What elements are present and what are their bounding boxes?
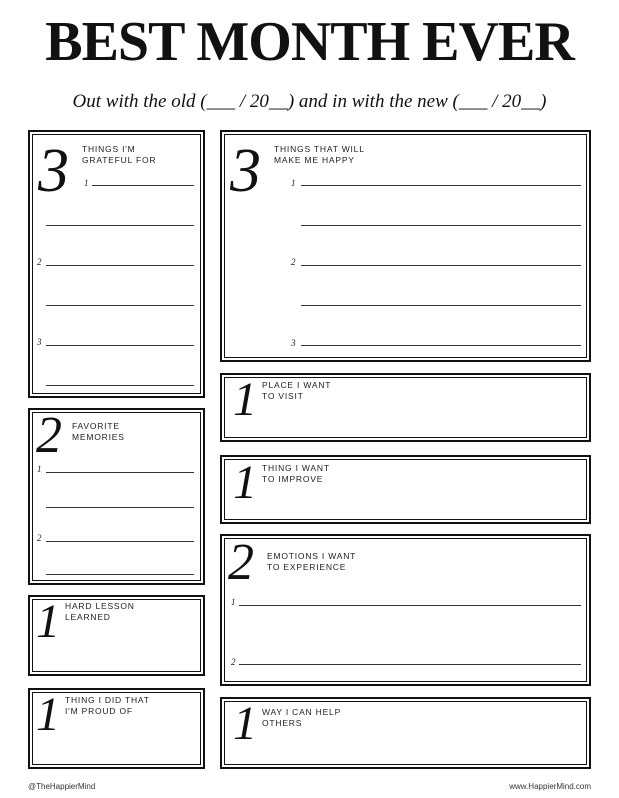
visit-label-line1: PLACE I WANT xyxy=(262,380,332,390)
improve-label-line2: TO IMPROVE xyxy=(262,474,324,484)
improve-number: 1 xyxy=(233,456,257,509)
memories-item-2-line-2[interactable] xyxy=(46,574,194,575)
happy-number: 3 xyxy=(230,137,261,205)
emotions-item-2-number: 2 xyxy=(231,657,236,667)
grateful-item-1-line[interactable] xyxy=(92,185,194,186)
happy-item-1-number: 1 xyxy=(291,178,296,188)
happy-label-line1: THINGS THAT WILL xyxy=(274,144,365,154)
grateful-label-line1: THINGS I'M xyxy=(82,144,136,154)
proud-label-line1: THING I DID THAT xyxy=(65,695,150,705)
memories-item-1-line-2[interactable] xyxy=(46,507,194,508)
grateful-number: 3 xyxy=(38,137,69,205)
visit-label-line2: TO VISIT xyxy=(262,391,304,401)
emotions-item-2-line[interactable] xyxy=(239,664,581,665)
proud-label-line2: I'M PROUD OF xyxy=(65,706,133,716)
proud-number: 1 xyxy=(36,688,60,741)
lesson-number: 1 xyxy=(36,595,60,648)
happy-item-1-line-2[interactable] xyxy=(301,225,581,226)
happy-item-1-line[interactable] xyxy=(301,185,581,186)
emotions-label-line2: TO EXPERIENCE xyxy=(267,562,347,572)
grateful-item-2-line[interactable] xyxy=(46,265,194,266)
grateful-item-2-number: 2 xyxy=(37,257,42,267)
happy-box-inner-border xyxy=(224,134,587,358)
grateful-item-2-line-2[interactable] xyxy=(46,305,194,306)
memories-item-2-number: 2 xyxy=(37,533,42,543)
memories-label-line2: MEMORIES xyxy=(72,432,125,442)
grateful-item-1-line-2[interactable] xyxy=(46,225,194,226)
happy-label-line2: MAKE ME HAPPY xyxy=(274,155,355,165)
help-number: 1 xyxy=(233,697,257,750)
happy-item-2-line-2[interactable] xyxy=(301,305,581,306)
visit-number: 1 xyxy=(233,373,257,426)
lesson-label-line1: HARD LESSON xyxy=(65,601,135,611)
memories-label-line1: FAVORITE xyxy=(72,421,120,431)
help-label-line2: OTHERS xyxy=(262,718,303,728)
memories-item-1-line[interactable] xyxy=(46,472,194,473)
happy-item-3-line[interactable] xyxy=(301,345,581,346)
grateful-item-3-line-2[interactable] xyxy=(46,385,194,386)
memories-number: 2 xyxy=(36,407,62,464)
grateful-item-3-line[interactable] xyxy=(46,345,194,346)
grateful-item-3-number: 3 xyxy=(37,337,42,347)
grateful-item-1-number: 1 xyxy=(84,178,89,188)
improve-label-line1: THING I WANT xyxy=(262,463,330,473)
page-title: BEST MONTH EVER xyxy=(45,11,574,73)
memories-item-2-line[interactable] xyxy=(46,541,194,542)
footer-website: www.HappierMind.com xyxy=(509,782,591,791)
footer-social-handle: @TheHappierMind xyxy=(28,782,96,791)
happy-item-2-line[interactable] xyxy=(301,265,581,266)
grateful-label-line2: GRATEFUL FOR xyxy=(82,155,157,165)
emotions-item-1-number: 1 xyxy=(231,597,236,607)
page-subtitle: Out with the old (___ / 20__) and in with the new (___ / 20__) xyxy=(72,91,547,112)
help-label-line1: WAY I CAN HELP xyxy=(262,707,342,717)
happy-item-3-number: 3 xyxy=(291,338,296,348)
emotions-item-1-line[interactable] xyxy=(239,605,581,606)
memories-item-1-number: 1 xyxy=(37,464,42,474)
emotions-label-line1: EMOTIONS I WANT xyxy=(267,551,357,561)
emotions-number: 2 xyxy=(228,534,254,591)
lesson-label-line2: LEARNED xyxy=(65,612,111,622)
happy-item-2-number: 2 xyxy=(291,257,296,267)
